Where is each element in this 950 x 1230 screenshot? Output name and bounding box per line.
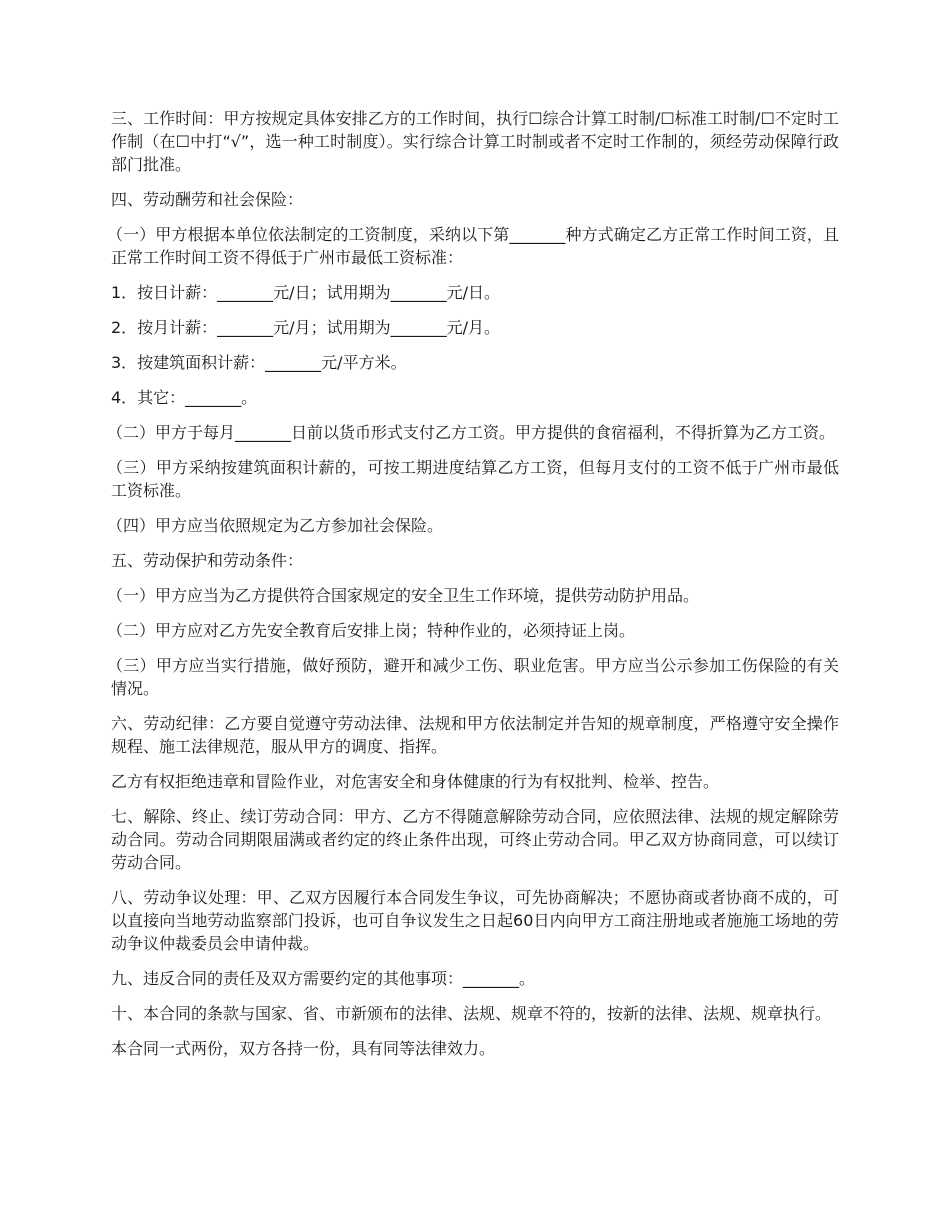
clause-4-3: （三）甲方采纳按建筑面积计薪的，可按工期进度结算乙方工资，但每月支付的工资不低于广州市最低工资标准。 (107, 458, 839, 500)
clause-5-3: （三）甲方应当实行措施，做好预防，避开和减少工伤、职业危害。甲方应当公示参加工伤保险的有关情况。 (107, 656, 839, 698)
clause-10-conflict: 十、本合同的条款与国家、省、市新颁布的法律、法规、规章不符的，按新的法律、法规、规章执行。 (111, 1004, 832, 1023)
clause-5-2: （二）甲方应对乙方先安全教育后安排上岗；特种作业的，必须持证上岗。 (107, 621, 636, 640)
clause-8-disputes: 八、劳动争议处理：甲、乙双方因履行本合同发生争议，可先协商解决；不愿协商或者协商不成的，可以直接向当地劳动监察部门投诉，也可自争议发生之日起60日内向甲方工商注册地或者施施工场地的劳动争议仲裁委员会申请仲裁。 (111, 888, 839, 953)
clause-9-liability: 九、违反合同的责任及双方需要约定的其他事项：_______。 (111, 969, 536, 988)
clause-5-1: （一）甲方应当为乙方提供符合国家规定的安全卫生工作环境，提供劳动防护用品。 (107, 586, 700, 605)
clause-4-2: （二）甲方于每月_______日前以货币形式支付乙方工资。甲方提供的食宿福利，不得折算为乙方工资。 (107, 423, 836, 442)
clause-4-1-item-2: 2．按月计薪：_______元/月；试用期为_______元/月。 (111, 318, 500, 337)
clause-4-heading: 四、劳动酬劳和社会保险： (111, 190, 304, 209)
document-body (107, 107, 839, 1072)
clause-6-rights: 乙方有权拒绝违章和冒险作业，对危害安全和身体健康的行为有权批判、检举、控告。 (111, 772, 720, 791)
clause-4-1-item-3: 3．按建筑面积计薪：_______元/平方米。 (111, 353, 407, 372)
clause-6-discipline: 六、劳动纪律：乙方要自觉遵守劳动法律、法规和甲方依法制定并告知的规章制度，严格遵守安全操作规程、施工法律规范，服从甲方的调度、指挥。 (111, 714, 839, 756)
clause-5-heading: 五、劳动保护和劳动条件： (111, 551, 304, 570)
clause-3-working-hours: 三、工作时间：甲方按规定具体安排乙方的工作时间，执行☐综合计算工时制/☐标准工时制/☐不定时工作制（在☐中打“√”，选一种工时制度）。实行综合计算工时制或者不定时工作制的，须经劳动保障行政部门批准。 (111, 109, 839, 174)
clause-4-1: （一）甲方根据本单位依法制定的工资制度，采纳以下第_______种方式确定乙方正常工作时间工资，且正常工作时间工资不得低于广州市最低工资标准： (107, 225, 839, 267)
clause-4-1-item-4: 4．其它：_______。 (111, 388, 258, 407)
closing-copies: 本合同一式两份，双方各持一份，具有同等法律效力。 (111, 1039, 496, 1058)
clause-4-1-item-1: 1．按日计薪：_______元/日；试用期为_______元/日。 (111, 283, 500, 302)
clause-7-termination: 七、解除、终止、续订劳动合同：甲方、乙方不得随意解除劳动合同，应依照法律、法规的规定解除劳动合同。劳动合同期限届满或者约定的终止条件出现，可终止劳动合同。甲乙双方协商同意，可以续订劳动合同。 (111, 807, 839, 872)
clause-4-4: （四）甲方应当依照规定为乙方参加社会保险。 (107, 516, 444, 535)
